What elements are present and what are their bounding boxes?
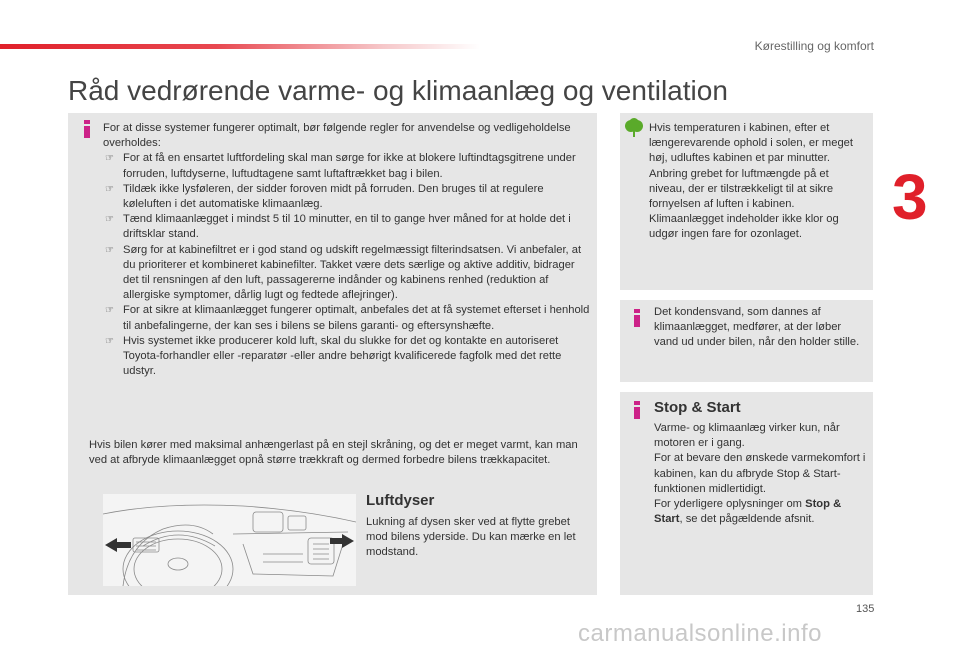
arrow-bullet-icon: ☞ (105, 335, 114, 347)
stopstart-paragraph: For yderligere oplysninger om Stop & Start, se det pågældende afsnit. (654, 498, 842, 526)
list-item: ☞ Hvis systemet ikke producerer kold luft, skal du slukke for det og kontakte en autoriseret Toyota-forhandler eller -reparatør -eller andre behørigt kvalificerede fagfolk med det rette udstyr. (105, 334, 562, 378)
page-title: Råd vedrørende varme- og klimaanlæg og ventilation (68, 75, 728, 106)
leaf-icon (624, 118, 644, 138)
arrow-bullet-icon: ☞ (105, 305, 114, 317)
left-vent-arrow-icon (105, 538, 131, 552)
section-label: Kørestilling og komfort (754, 39, 874, 53)
trailer-text: Hvis bilen kører med maksimal anhængerlast på en stejl skråning, og det er meget varmt, kan man ved at afbryde klimaanlægget opnå større trækkraft og dermed forbedre bilens trækkapacitet. (89, 439, 578, 467)
advice-text (103, 121, 593, 379)
watermark: carmanualsonline.info (578, 620, 822, 647)
list-item: ☞ Tænd klimaanlægget i mindst 5 til 10 minutter, en til to gange hver måned for at holde det i driftsklar stand. (105, 213, 571, 241)
info-icon (634, 309, 640, 327)
info-icon (84, 120, 90, 138)
list-item: ☞ For at sikre at klimaanlægget fungerer optimalt, anbefales det at få systemet efterset i henhold til anbefalingerne, der kan ses i bilens se bilens garanti- og eftersynshæfte. (105, 304, 590, 332)
stopstart-heading: Stop & Start (654, 399, 741, 416)
stopstart-paragraph: For at bevare den ønskede varmekomfort i kabinen, kan du afbryde Stop & Start-funktionen midlertidigt. (654, 452, 866, 495)
info-icon (634, 401, 640, 419)
arrow-bullet-icon: ☞ (105, 183, 114, 195)
header-accent-bar (0, 44, 480, 49)
advice-list (103, 151, 593, 379)
dashboard-vents-illustration (103, 494, 356, 586)
arrow-bullet-icon: ☞ (105, 244, 114, 256)
arrow-bullet-icon: ☞ (105, 214, 114, 226)
page-number: 135 (856, 603, 875, 615)
condensation-text: Det kondensvand, som dannes af klimaanlægget, medfører, at der løber vand ud under bilen, når den holder stille. (654, 306, 860, 349)
dashboard-drawing (103, 494, 356, 586)
stopstart-reference: Stop & Start (654, 498, 842, 526)
stopstart-paragraph: Varme- og klimaanlæg virker kun, når motoren er i gang. (654, 422, 840, 450)
eco-text: Hvis temperaturen i kabinen, efter et længerevarende ophold i solen, er meget høj, udluftes kabinen et par minutter. Anbring grebet for luftmængde på et niveau, der er tilstrækkeligt til at sikre fornyelsen af luften i kabinen. Klimaanlægget indeholder ikke klor og udgør ingen fare for ozonlaget. (649, 122, 853, 241)
list-item: ☞ Tildæk ikke lysføleren, der sidder foroven midt på forruden. Den bruges til at regulere køleluften i det automatiske klimaanlæg. (105, 182, 544, 211)
arrow-bullet-icon: ☞ (105, 153, 114, 165)
advice-intro: For at disse systemer fungerer optimalt, bør følgende regler for anvendelse og vedligeholdelse overholdes: (103, 122, 571, 150)
stopstart-text (654, 421, 869, 527)
vents-heading: Luftdyser (366, 492, 435, 509)
vents-text: Lukning af dysen sker ved at flytte grebet mod bilens yderside. Du kan mærke en let modstand. (366, 516, 576, 559)
list-item: ☞ Sørg for at kabinefiltret er i god stand og udskift regelmæssigt filterindsatsen. Vi anbefaler, at du prioriterer et kombineret kabinefilter. Takket være dets særlige og aktive additiv, bidrager det til rensningen af den luft, passagererne indånder og kabinens renhed (reduktion af allergiske symptomer, dårlig lugt og fedtede aflejringer). (105, 243, 582, 302)
chapter-number: 3 (892, 161, 926, 233)
list-item: ☞ For at få en ensartet luftfordeling skal man sørge for ikke at blokere luftindtagsgitrene under forruden, luftdyserne, luftudtagene samt luftaftrækket bag i bilen. (105, 152, 576, 180)
